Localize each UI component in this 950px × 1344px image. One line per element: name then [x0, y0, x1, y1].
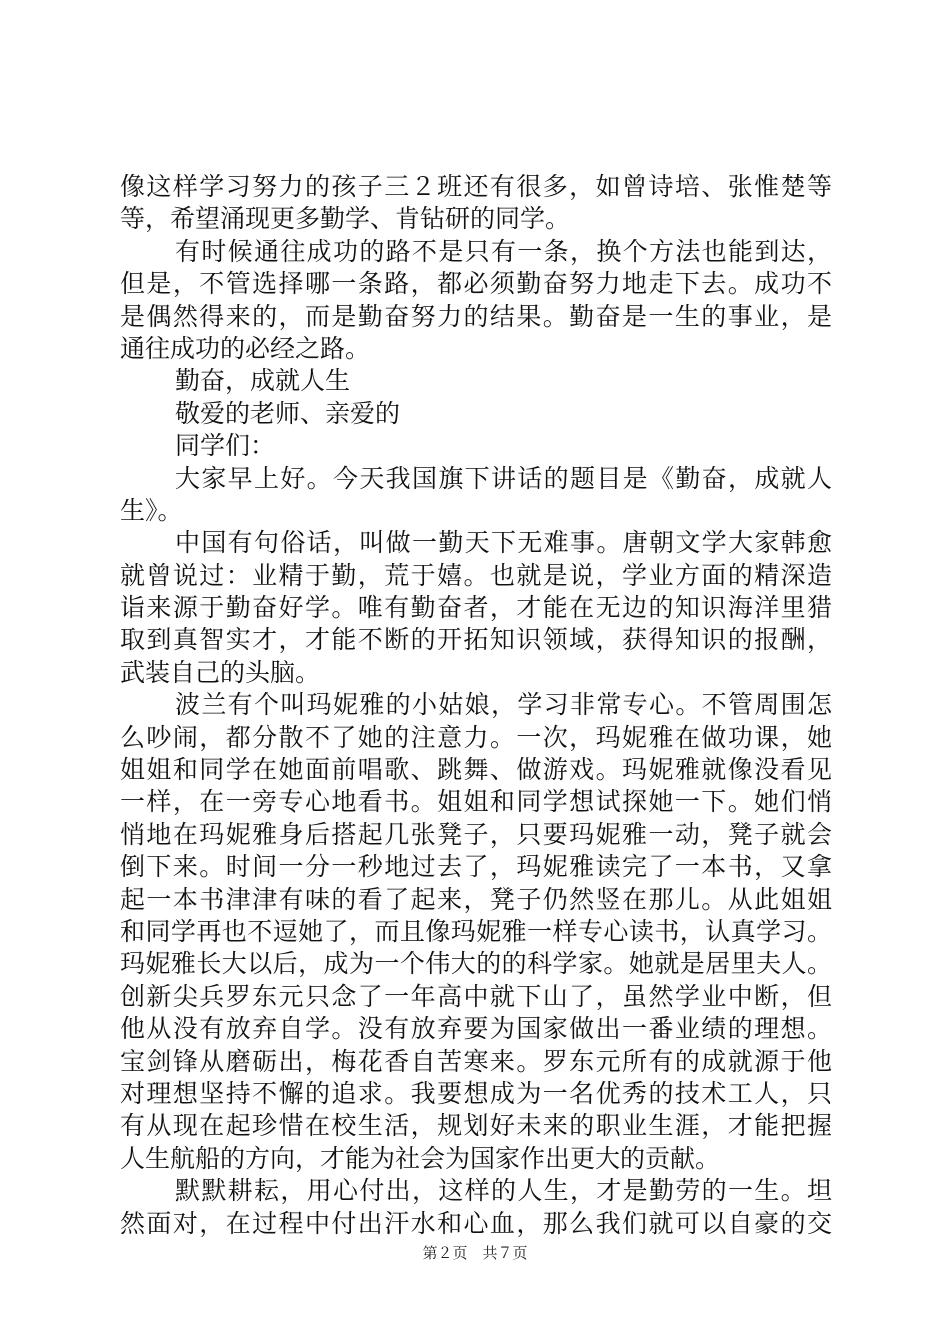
- page-number-label: 第２页 共７页: [422, 1244, 528, 1262]
- text-line: 有时候通往成功的路不是只有一条，换个方法也能到达，: [175, 236, 832, 266]
- text-line: 么吵闹，都分散不了她的注意力。一次，玛妮雅在做功课，她: [120, 722, 832, 752]
- text-line: 同学们：: [175, 431, 276, 461]
- text-line: 取到真智实才，才能不断的开拓知识领域，获得知识的报酬，: [120, 625, 832, 655]
- text-line: 然面对，在过程中付出汗水和心血，那么我们就可以自豪的交: [120, 1208, 832, 1238]
- text-line: 武装自己的头脑。: [120, 657, 321, 687]
- text-line: 默默耕耘，用心付出，这样的人生，才是勤劳的一生。坦: [175, 1176, 832, 1206]
- text-line: 诣来源于勤奋好学。唯有勤奋者，才能在无边的知识海洋里猎: [120, 593, 832, 623]
- text-line: 中国有句俗话，叫做一勤天下无难事。唐朝文学大家韩愈: [175, 528, 832, 558]
- text-line: 和同学再也不逗她了，而且像玛妮雅一样专心读书，认真学习。: [120, 916, 832, 946]
- text-line: 是偶然得来的，而是勤奋努力的结果。勤奋是一生的事业，是: [120, 301, 832, 331]
- text-line: 通往成功的必经之路。: [120, 333, 371, 363]
- page-footer: [0, 1243, 950, 1263]
- document-body: [120, 171, 832, 1240]
- text-line: 起一本书津津有味的看了起来，凳子仍然竖在那儿。从此姐姐: [120, 884, 832, 914]
- text-line: 像这样学习努力的孩子三２班还有很多，如曾诗培、张惟楚等: [120, 172, 832, 201]
- text-line: 波兰有个叫玛妮雅的小姑娘，学习非常专心。不管周围怎: [175, 690, 832, 720]
- text-line: 生》。: [120, 495, 183, 525]
- text-line: 他从没有放弃自学。没有放弃要为国家做出一番业绩的理想。: [120, 1014, 832, 1044]
- text-line: 勤奋，成就人生: [175, 366, 351, 396]
- text-line: 玛妮雅长大以后，成为一个伟大的的科学家。她就是居里夫人。: [120, 949, 832, 979]
- text-line: 大家早上好。今天我国旗下讲话的题目是《勤奋，成就人: [175, 463, 832, 493]
- text-line: 人生航船的方向，才能为社会为国家作出更大的贡献。: [120, 1143, 721, 1173]
- text-line: 对理想坚持不懈的追求。我要想成为一名优秀的技术工人，只: [120, 1078, 832, 1108]
- text-line: 就曾说过：业精于勤，荒于嬉。也就是说，学业方面的精深造: [120, 560, 832, 590]
- text-line: 悄地在玛妮雅身后搭起几张凳子，只要玛妮雅一动，凳子就会: [120, 819, 832, 849]
- text-line: 倒下来。时间一分一秒地过去了，玛妮雅读完了一本书，又拿: [120, 852, 832, 882]
- text-line: 等，希望涌现更多勤学、肯钻研的同学。: [120, 204, 571, 234]
- text-line: 敬爱的老师、亲爱的: [175, 398, 401, 428]
- text-line: 有从现在起珍惜在校生活，规划好未来的职业生涯，才能把握: [120, 1111, 832, 1141]
- text-line: 一样，在一旁专心地看书。姐姐和同学想试探她一下。她们悄: [120, 787, 832, 817]
- text-line: 宝剑锋从磨砺出，梅花香自苦寒来。罗东元所有的成就源于他: [120, 1046, 832, 1076]
- text-line: 姐姐和同学在她面前唱歌、跳舞、做游戏。玛妮雅就像没看见: [120, 755, 832, 785]
- text-line: 创新尖兵罗东元只念了一年高中就下山了，虽然学业中断，但: [120, 981, 832, 1011]
- text-line: 但是，不管选择哪一条路，都必须勤奋努力地走下去。成功不: [120, 269, 832, 299]
